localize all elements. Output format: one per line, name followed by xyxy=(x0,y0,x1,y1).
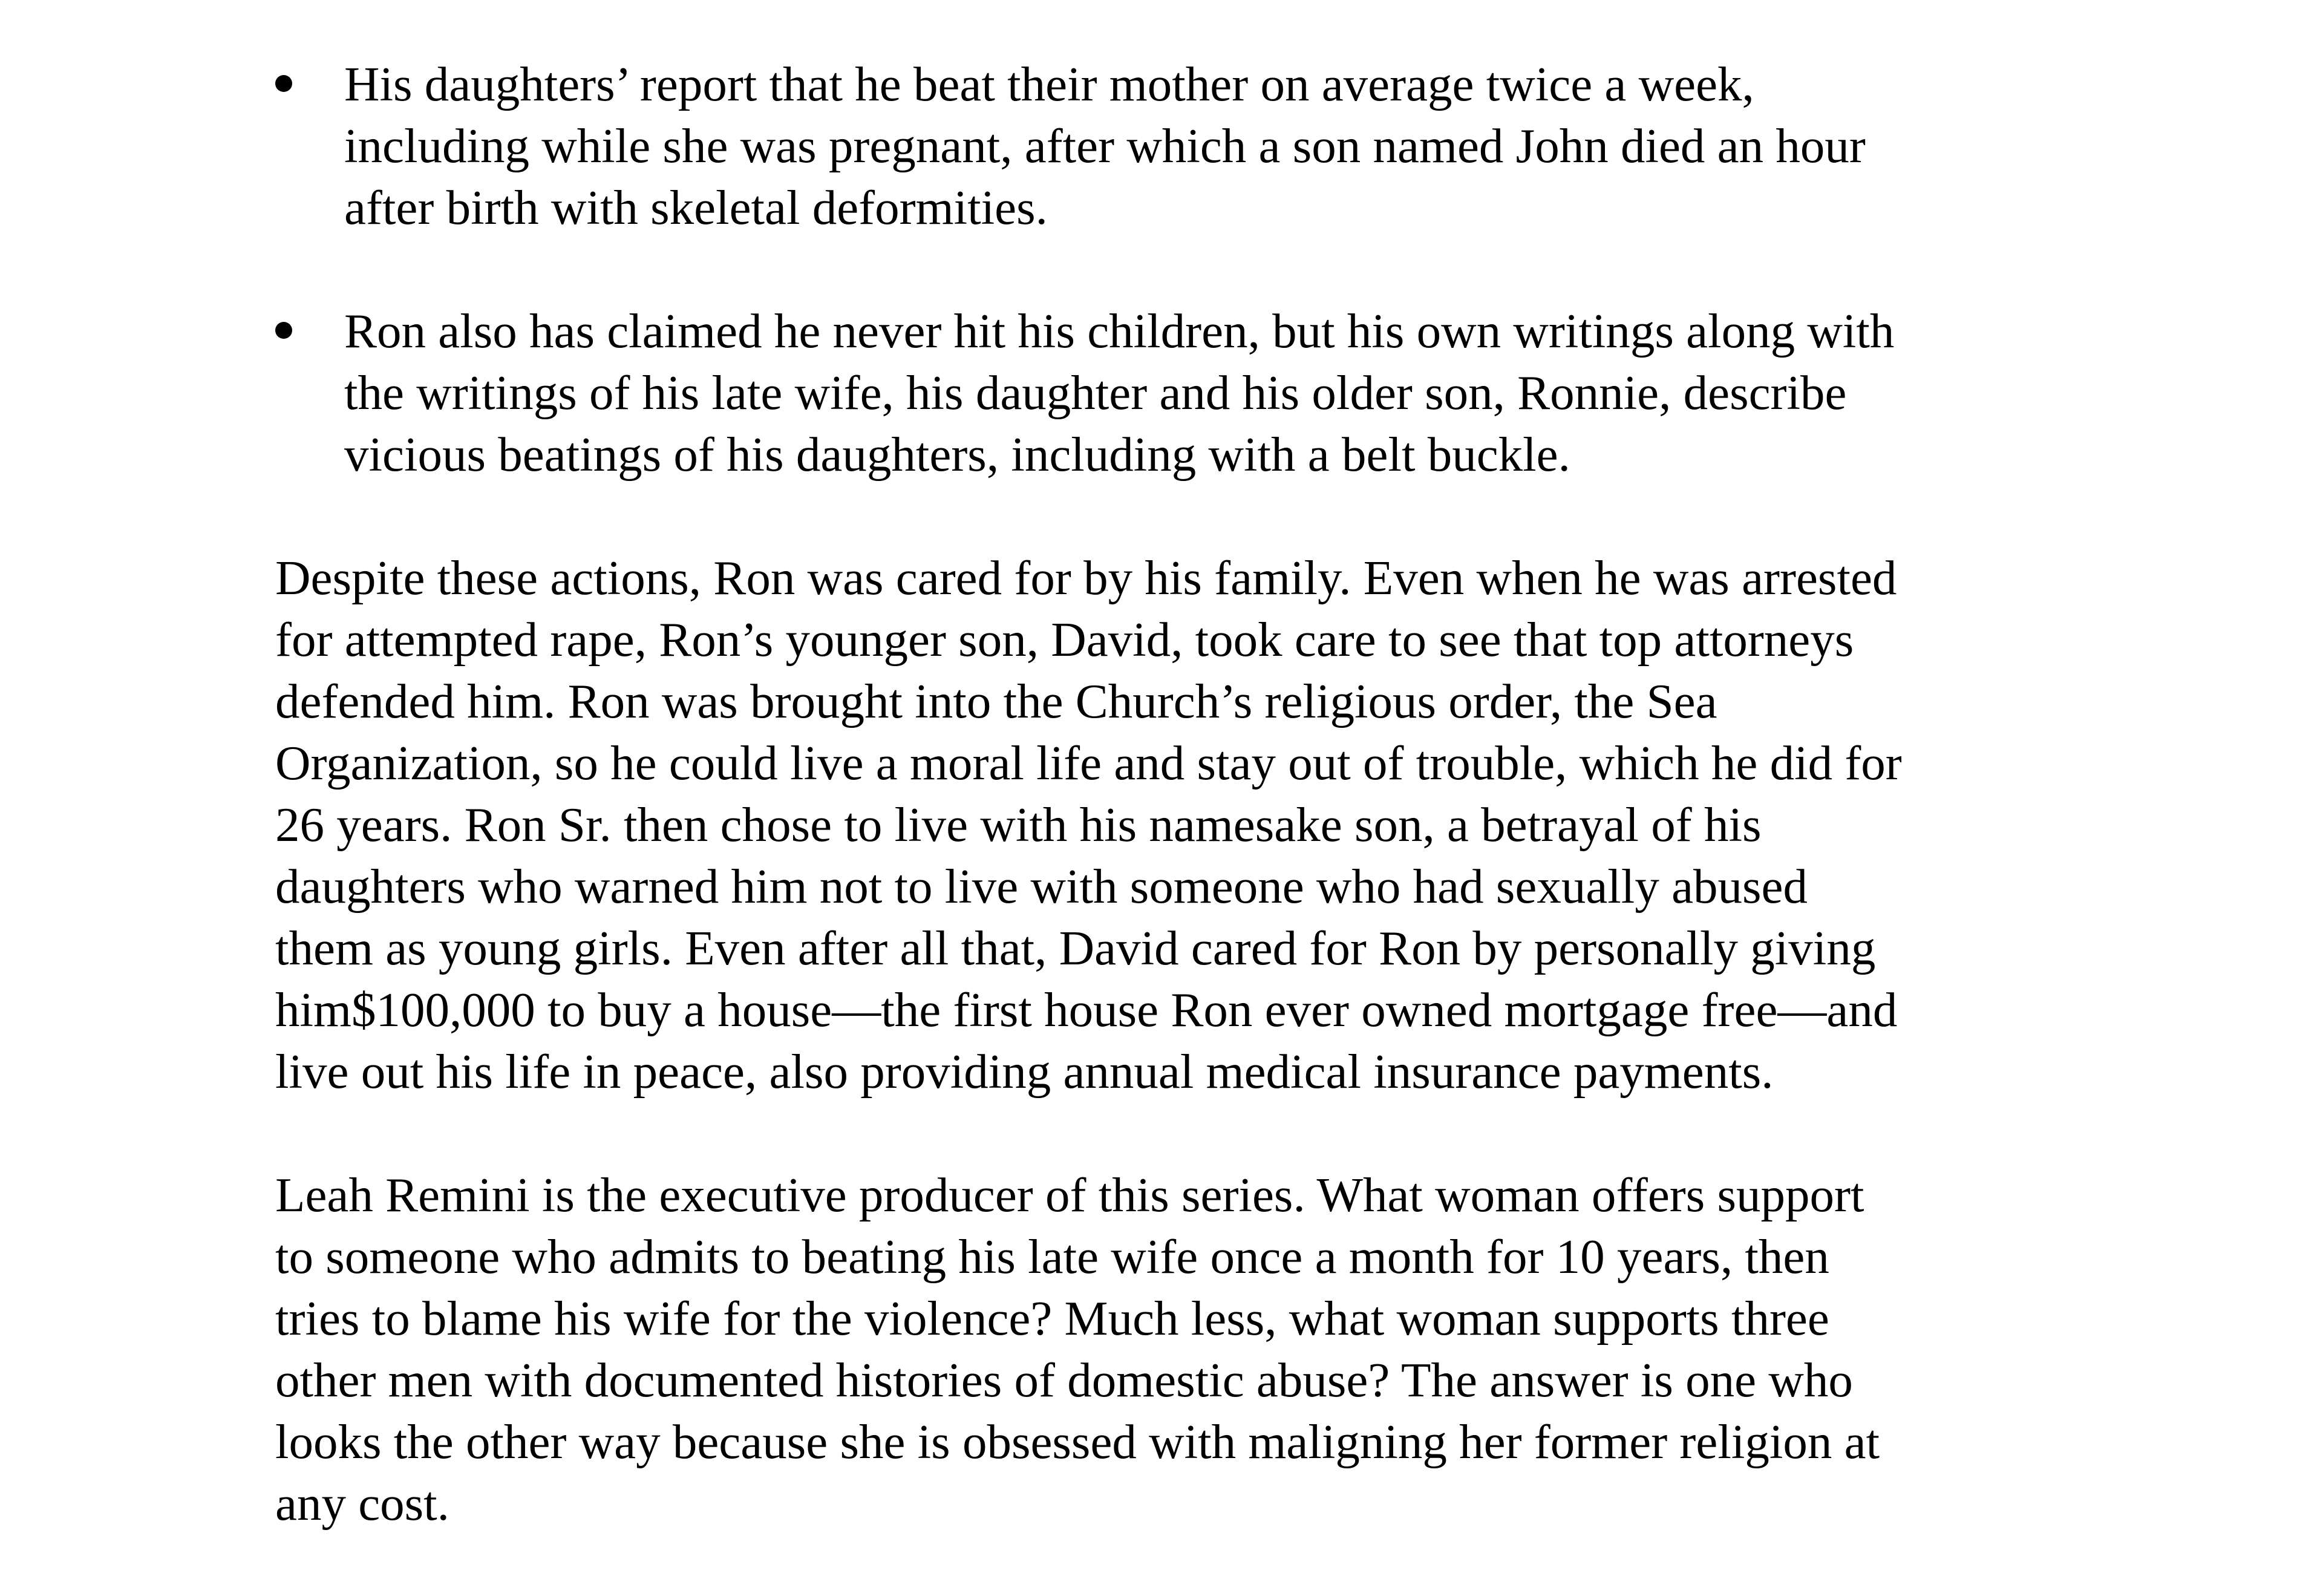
text-line: Ron also has claimed he never hit his children, but his own writings along with xyxy=(344,304,1895,358)
text-line: him$100,000 to buy a house—the first house Ron ever owned mortgage free—and xyxy=(275,983,1898,1037)
text-line: Despite these actions, Ron was cared for by his family. Even when he was arrested xyxy=(275,551,1897,605)
bullet-list xyxy=(275,53,2066,485)
text-line: for attempted rape, Ron’s younger son, David, took care to see that top attorneys xyxy=(275,612,1854,667)
text-line: live out his life in peace, also providing annual medical insurance payments. xyxy=(275,1044,1774,1099)
text-line: His daughters’ report that he beat their mother on average twice a week, xyxy=(344,57,1754,111)
text-line: other men with documented histories of domestic abuse? The answer is one who xyxy=(275,1353,1853,1407)
bullet-item xyxy=(275,300,2066,485)
text-line: tries to blame his wife for the violence? Much less, what woman supports three xyxy=(275,1291,1829,1346)
text-line: any cost. xyxy=(275,1476,449,1531)
text-line: them as young girls. Even after all that, David cared for Ron by personally giving xyxy=(275,921,1876,975)
paragraph xyxy=(275,547,2066,1102)
text-line: the writings of his late wife, his daughter and his older son, Ronnie, describe xyxy=(344,365,1847,420)
text-line: defended him. Ron was brought into the Church’s religious order, the Sea xyxy=(275,674,1717,728)
text-line: after birth with skeletal deformities. xyxy=(344,180,1048,235)
text-line: looks the other way because she is obsessed with maligning her former religion at xyxy=(275,1414,1880,1469)
bullet-icon xyxy=(275,322,292,339)
paragraph xyxy=(275,1164,2066,1534)
text-line: 26 years. Ron Sr. then chose to live with his namesake son, a betrayal of his xyxy=(275,797,1762,852)
text-line: Leah Remini is the executive producer of this series. What woman offers support xyxy=(275,1168,1864,1222)
bullet-item xyxy=(275,53,2066,238)
text-line: including while she was pregnant, after which a son named John died an hour xyxy=(344,119,1866,173)
text-line: vicious beatings of his daughters, including with a belt buckle. xyxy=(344,427,1570,482)
text-line: daughters who warned him not to live with someone who had sexually abused xyxy=(275,859,1808,914)
bullet-icon xyxy=(275,75,292,92)
text-line: Organization, so he could live a moral life and stay out of trouble, which he did for xyxy=(275,736,1902,790)
document-page xyxy=(275,53,2066,1596)
text-line: to someone who admits to beating his late wife once a month for 10 years, then xyxy=(275,1229,1829,1284)
